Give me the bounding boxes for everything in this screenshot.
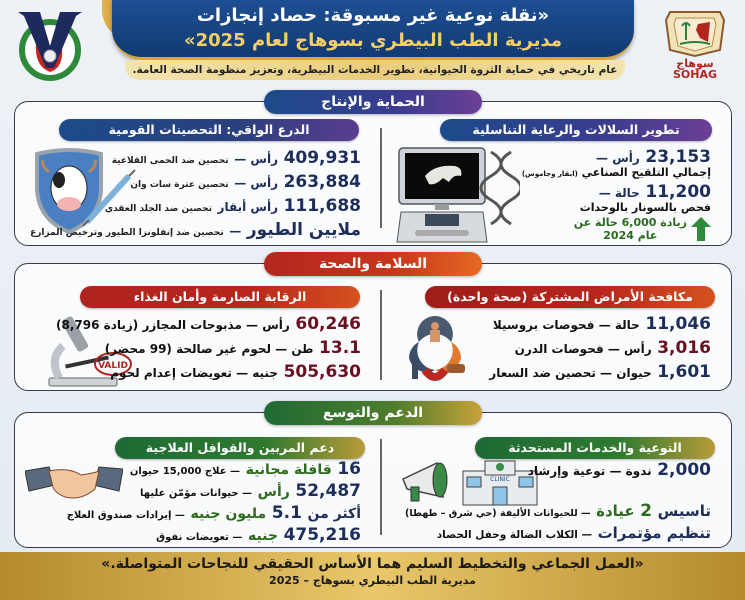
sohag-logo [660, 6, 730, 82]
arrow-up-icon [691, 217, 711, 241]
handshake-icon [25, 463, 123, 503]
stat-lsd: 111,688 رأس أبقار تحصين ضد الجلد العقدي [104, 196, 361, 216]
stat-caravans: 16 قافلة مجانية — علاج 15,000 حيوان [129, 459, 361, 479]
stat-slaughter: 60,246 رأس — مذبوحات المجازر (زيادة 8,796) [56, 314, 361, 334]
header [0, 0, 745, 86]
divider [380, 128, 382, 228]
megaphone-clinic-icon [393, 449, 543, 507]
stat-fund-revenue: أكثر من 5.1 مليون جنيه — إيرادات صندوق العلاج [66, 503, 361, 523]
title-banner [112, 0, 634, 60]
divider [380, 439, 382, 535]
stat-insemination-desc: إجمالي التلقيح الصناعي (ابقار وجاموس) [521, 166, 711, 179]
stat-sat1: 263,884 رأس — تحصين عترة سات وان [130, 172, 361, 192]
sohag-logo-ar: سوهاج [676, 57, 714, 70]
panel-title-awareness: التوعية والخدمات المستحدثة [475, 437, 715, 459]
stat-insured: 52,487 رأس — حيوانات مؤمّن عليها [140, 481, 361, 501]
stat-sonar-desc: فحص بالسونار بالوحدات [579, 201, 711, 214]
stat-tb: 3,016 رأس — فحوصات الدرن [514, 338, 711, 358]
panel-title-breeding: تطوير السلالات والرعاية التناسلية [440, 119, 712, 141]
stat-brucella: 11,046 حالة — فحوصات بروسيلا [492, 314, 711, 334]
stat-compensation: 505,630 جنيه — تعويضات إعدام لحوم [110, 362, 361, 382]
stat-insemination: 23,153 رأس — [596, 147, 711, 167]
stat-increase: زيادة 6,000 حالة عن عام 2024 [573, 216, 687, 242]
svg-text:CLINIC: CLINIC [490, 476, 510, 483]
panel-title-food-safety: الرقابة الصارمة وأمان الغذاء [80, 286, 360, 308]
svg-text:VALID: VALID [98, 361, 128, 371]
stat-clinics: تاسيس 2 عيادة — للحيوانات الأليفة (حي شرق – طهطا) [405, 501, 711, 521]
footer [0, 552, 745, 600]
stat-mortality-compensation: 475,216 جنيه — تعويضات نفوق [156, 525, 361, 545]
stat-condemned-meat: 13.1 طن — لحوم غير صالحة (99 محضر) [104, 338, 361, 358]
panel-title-vaccination: الدرع الواقي: التحصينات القومية [59, 119, 359, 141]
section-protection-production [14, 101, 732, 246]
stat-avian-flu: ملايين الطيور — تحصين ضد إنفلونزا الطيور وترخيص المزارع [30, 220, 361, 240]
title-line-1: «نقلة نوعية غير مسبوقة: حصاد إنجازات [196, 5, 550, 26]
ultrasound-dna-icon [395, 146, 520, 244]
stat-conferences: تنظيم مؤتمرات — الكلاب الضالة وحفل الحصاد [436, 524, 711, 542]
veterinary-logo [14, 6, 86, 82]
stat-seminars: 2,000 ندوة — توعية وإرشاد [527, 460, 711, 480]
section-support-expansion [14, 412, 732, 548]
section-title-support: الدعم والتوسع [264, 401, 482, 425]
section-safety-health [14, 263, 732, 391]
subtitle: عام تاريخي في حماية الثروة الحيوانية، تطوير الخدمات البيطرية، وتعزيز منظومة الصحة العامة. [125, 60, 625, 80]
footer-quote: «العمل الجماعي والتخطيط السليم هما الأساس الحقيقي للنجاحات المتواصلة.» [101, 556, 644, 572]
panel-title-breeders: دعم المربين والقوافل العلاجية [115, 437, 365, 459]
panel-title-zoonotic: مكافحة الأمراض المشتركة (صحة واحدة) [425, 286, 715, 308]
stat-rabies: 1,601 حيوان — تحصين ضد السعار [489, 362, 711, 382]
stat-fmd: 409,931 رأس — تحصين ضد الحمى القلاعية [111, 148, 361, 168]
biohazard-one-health-icon [395, 312, 475, 386]
title-line-2: مديرية الطب البيطري بسوهاج لعام 2025» [183, 30, 563, 51]
stat-sonar: 11,200 حالة — [598, 182, 711, 202]
sohag-logo-en: SOHAG [672, 68, 718, 81]
section-title-protection: الحماية والإنتاج [264, 90, 482, 114]
footer-signature: مديرية الطب البيطري بسوهاج – 2025 [269, 574, 476, 587]
section-title-safety: السلامة والصحة [264, 252, 482, 276]
divider [380, 290, 382, 380]
